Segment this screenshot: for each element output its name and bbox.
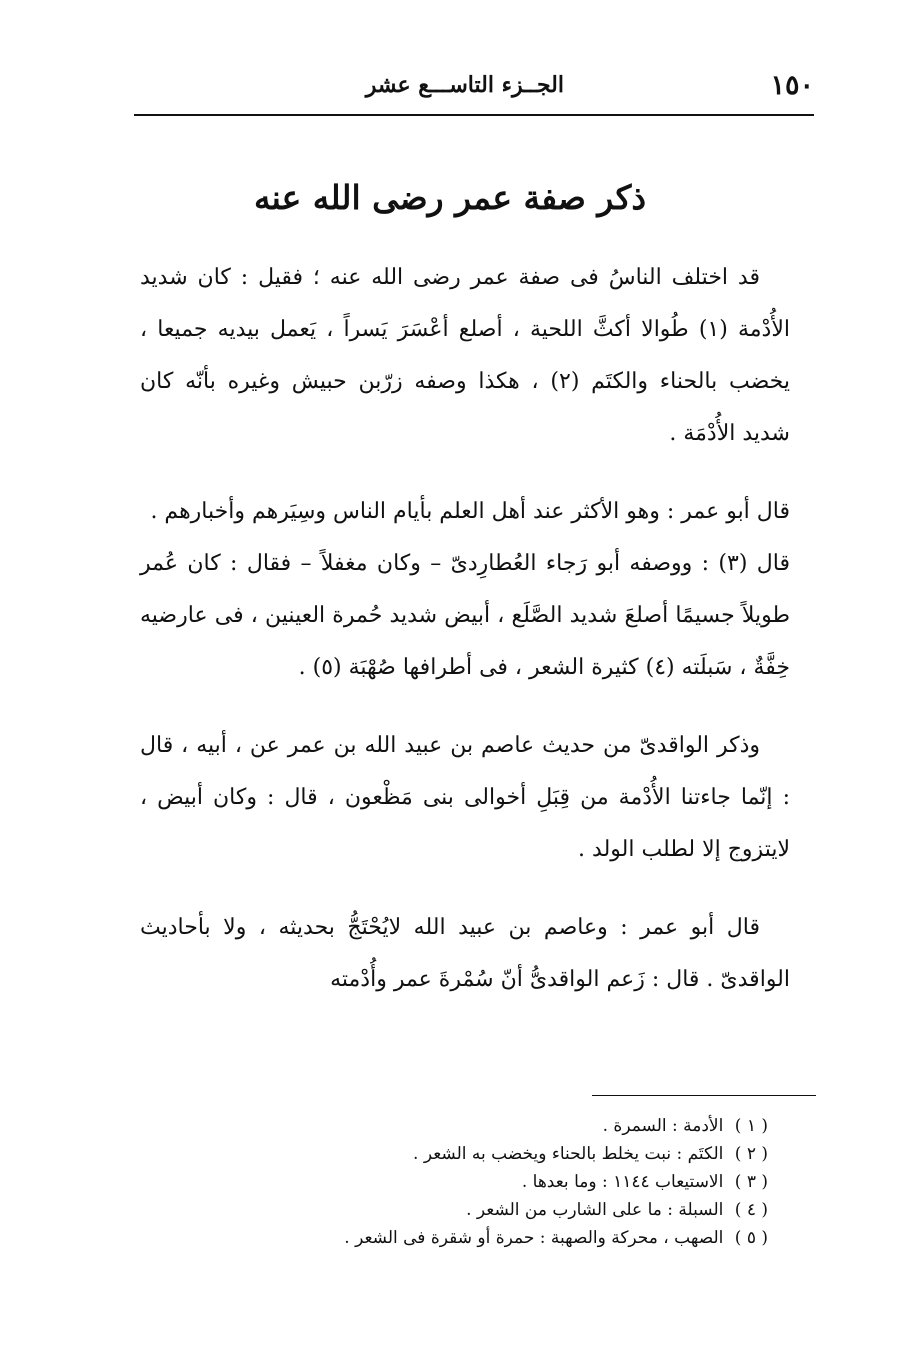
footnote-number: ( ٣ )	[734, 1172, 768, 1192]
footnote-number: ( ٢ )	[734, 1144, 768, 1164]
header-rule	[134, 114, 814, 116]
footnote-number: ( ٥ )	[734, 1228, 768, 1248]
footnote-text: الاستيعاب ١١٤٤ : وما بعدها .	[521, 1172, 724, 1192]
body-text	[140, 252, 790, 1006]
footnotes	[300, 1112, 768, 1252]
footnote-number: ( ٤ )	[734, 1200, 768, 1220]
paragraph: قال أبو عمر : وعاصم بن عبيد الله لايُحْتَجُّ بحديثه ، ولا بأحاديث الواقدىّ . قال : زَعم الواقدىُّ أنّ سُمْرةَ عمر وأُدْمته	[140, 915, 790, 992]
page-number: ١٥٠	[770, 70, 814, 101]
paragraph: وذكر الواقدىّ من حديث عاصم بن عبيد الله بن عمر عن ، أبيه ، قال : إنّما جاءتنا الأُدْمة من قِبَلِ أخوالى بنى مَظْعون ، قال : وكان أبيض ، لايتزوج إلا لطلب الولد .	[140, 733, 790, 862]
footnote-text: الكتَم : نبت يخلط بالحناء ويخضب به الشعر .	[413, 1144, 724, 1164]
footnote-text: الأدمة : السمرة .	[602, 1116, 724, 1136]
page-header	[134, 66, 814, 118]
paragraph: قال (٣) : ووصفه أبو رَجاء العُطارِدىّ – وكان مغفلاً – فقال : كان عُمر طويلاً جسيمًا أصلعَ شديد الصَّلَع ، أبيض شديد حُمرة العينين ، فى عارضيه خِفَّةٌ ، سَبلَته (٤) كثيرة الشعر ، فى أطرافها صُهْبَة (٥) .	[140, 551, 791, 680]
footnote	[300, 1140, 768, 1168]
footnote	[300, 1112, 768, 1140]
footnote-text: السبلة : ما على الشارب من الشعر .	[466, 1200, 724, 1220]
footnote	[300, 1224, 768, 1252]
footnote-text: الصهب ، محركة والصهبة : حمرة أو شقرة فى الشعر .	[344, 1228, 724, 1248]
running-title: الجــزء التاســـع عشر	[365, 72, 564, 98]
footnote	[300, 1196, 768, 1224]
paragraph: قال أبو عمر : وهو الأكثر عند أهل العلم بأيام الناس وسِيَرهم وأخبارهم .	[150, 499, 790, 524]
footnote	[300, 1168, 768, 1196]
section-title: ذكر صفة عمر رضى الله عنه	[253, 178, 647, 217]
paragraph: قد اختلف الناسُ فى صفة عمر رضى الله عنه ؛ فقيل : كان شديد الأُدْمة (١) طُوالا أكثَّ اللحية ، أصلع أعْسَرَ يَسراً ، يَعمل بيديه جميعا ، يخضب بالحناء والكتَم (٢) ، هكذا وصفه زرّبن حبيش وغيره بأنّه كان شديد الأُدْمَة .	[140, 265, 790, 446]
footnote-number: ( ١ )	[734, 1116, 768, 1136]
footnote-rule	[592, 1095, 816, 1096]
